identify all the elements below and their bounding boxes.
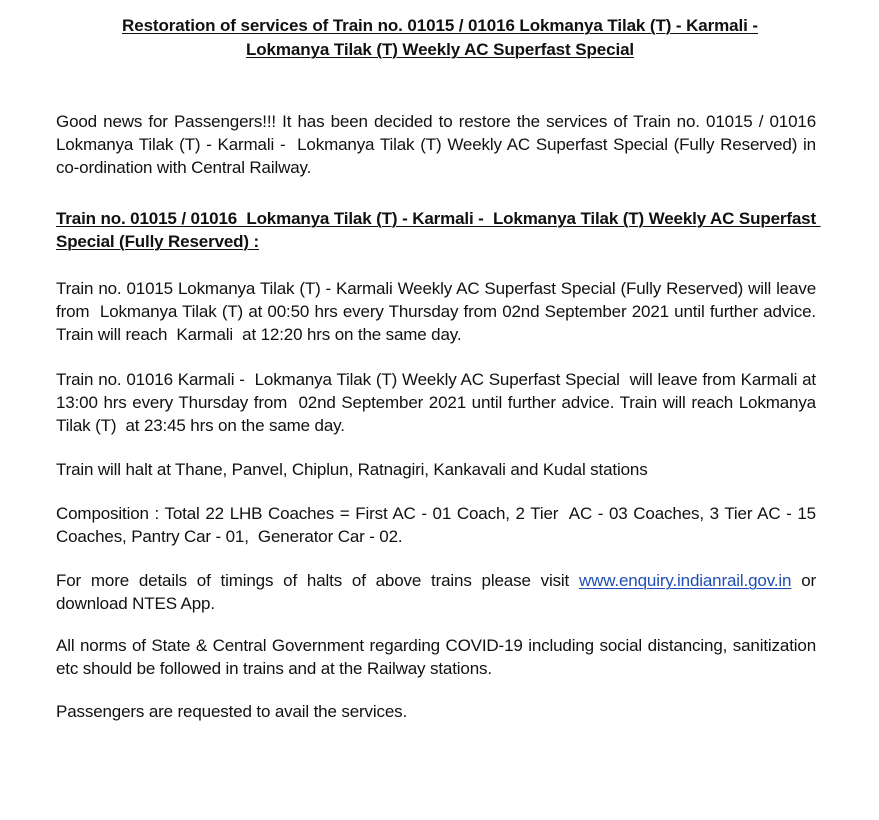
closing-paragraph: Passengers are requested to avail the services. [56,702,408,721]
train-subheading [56,207,821,253]
enquiry-website-link[interactable]: www.enquiry.indianrail.gov.in [578,571,792,590]
title-line-2: Lokmanya Tilak (T) Weekly AC Superfast Special [245,40,635,59]
notice-title [60,14,820,62]
title-line-1: Restoration of services of Train no. 01015 / 01016 Lokmanya Tilak (T) - Karmali - [122,16,758,35]
details-suffix: or download NTES App. [56,571,821,613]
details-paragraph [56,569,821,615]
halts-paragraph: Train will halt at Thane, Panvel, Chiplun, Ratnagiri, Kankavali and Kudal stations [56,460,648,479]
train-01016-paragraph: Train no. 01016 Karmali - Lokmanya Tilak (T) Weekly AC Superfast Special will leave from Karmali at 13:00 hrs every Thursday from 02nd September 2021 until further advice. Train will reach Lokmanya Tilak (T) at 23:45 hrs on the same day. [56,370,821,435]
composition-paragraph: Composition : Total 22 LHB Coaches = First AC - 01 Coach, 2 Tier AC - 03 Coaches, 3 Tier AC - 15 Coaches, Pantry Car - 01, Generator Car - 02. [56,504,821,546]
intro-paragraph: Good news for Passengers!!! It has been decided to restore the services of Train no. 01015 / 01016 Lokmanya Tilak (T) - Karmali - Lokmanya Tilak (T) Weekly AC Superfast Special (Fully Reserved) in co-ordination with Central Railway. [56,112,826,177]
train-subheading-text: Train no. 01015 / 01016 Lokmanya Tilak (T) - Karmali - Lokmanya Tilak (T) Weekly AC Superfast Special (Fully Reserved) : [56,209,821,251]
train-01015-paragraph: Train no. 01015 Lokmanya Tilak (T) - Karmali Weekly AC Superfast Special (Fully Reserved) will leave from Lokmanya Tilak (T) at 00:50 hrs every Thursday from 02nd September 2021 until further advice. Train will reach Karmali at 12:20 hrs on the same day. [56,279,821,344]
details-prefix: For more details of timings of halts of above trains please visit [56,571,579,590]
covid-norms-paragraph: All norms of State & Central Government regarding COVID-19 including social distancing, sanitization etc should be followed in trains and at the Railway stations. [56,636,821,678]
